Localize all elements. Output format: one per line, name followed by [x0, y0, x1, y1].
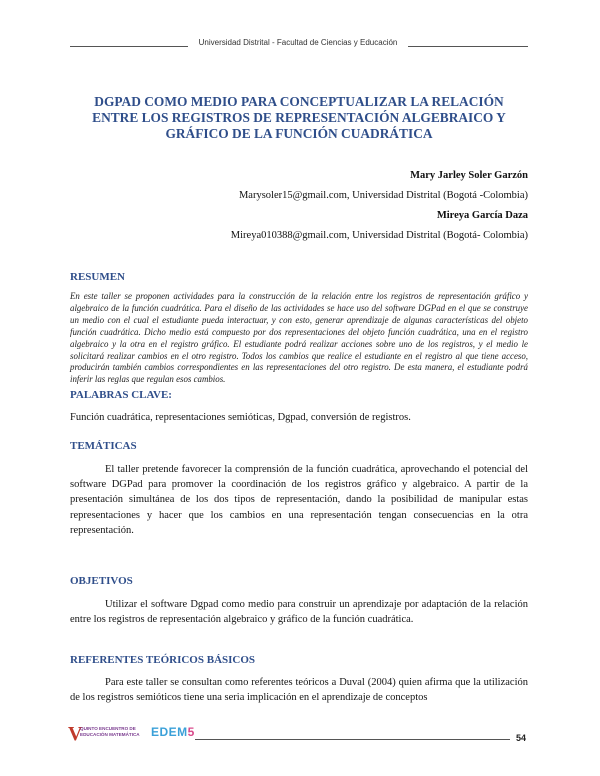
page-number: 54	[516, 733, 527, 743]
paper-title: DGPAD COMO MEDIO PARA CONCEPTUALIZAR LA RELACIÓN ENTRE LOS REGISTROS DE REPRESENTACIÓN ALGEBRAICO Y GRÁFICO DE LA FUNCIÓN CUADRÁTICA	[92, 94, 506, 141]
conference-logo-brand	[151, 725, 195, 739]
logo-brand-number: 5	[187, 725, 195, 739]
header-rule-right	[408, 46, 528, 47]
author-affiliation-2: Mireya010388@gmail.com, Universidad Distrital (Bogotá- Colombia)	[230, 230, 528, 241]
heading-referentes: REFERENTES TEÓRICOS BÁSICOS	[70, 654, 256, 666]
author-name-1: Mary Jarley Soler Garzón	[410, 170, 528, 181]
footer-rule	[195, 739, 510, 740]
author-affiliation-1: Marysoler15@gmail.com, Universidad Distrital (Bogotá -Colombia)	[238, 190, 528, 201]
author-name-2: Mireya García Daza	[436, 210, 528, 221]
keywords-body: Función cuadrática, representaciones semióticas, Dgpad, conversión de registros.	[70, 412, 411, 423]
objetivos-body: Utilizar el software Dgpad como medio para construir un aprendizaje por adaptación de la relación entre los registros de representación algebraico y gráfico de la función cuadrática.	[70, 599, 528, 626]
heading-tematicas: TEMÁTICAS	[70, 440, 137, 452]
tematicas-body: El taller pretende favorecer la comprensión de la función cuadrática, aprovechando el potencial del software DGPad para promover la coordinación de los registros gráfico y algebraico. A partir de la presentación simultánea de los dos tipos de representación, dando la posibilidad de manipular estas representaciones y hacer que los cambios en una representación tengan consecuencias en la otra representación.	[70, 464, 528, 536]
header-rule-left	[70, 46, 188, 47]
conference-logo-letter: V	[68, 723, 83, 745]
heading-resumen: RESUMEN	[70, 271, 126, 283]
conference-logo-text: QUINTO ENCUENTRO DE EDUCACIÓN MATEMÁTICA	[80, 726, 140, 737]
heading-objetivos: OBJETIVOS	[70, 575, 133, 587]
abstract-body: En este taller se proponen actividades para la construcción de la relación entre los registros de representación gráfico y algebraico de la función cuadrática. Para el diseño de las actividades se hace uso del software DGPad en el que se construye un medio con el cual el estudiante pueda interactuar, y con esto, generar aprendizaje de algunas características del objeto función cuadrática. Dicho medio está compuesto por dos representaciones del objeto función cuadrática, una en el registro algebraico y la otra en el registro gráfico. El estudiante podrá realizar acciones sobre uno de los registros, y el medio le solicitará realizar cambios en el otro registro. Todos los cambios que realice el estudiante en el registro al que tiene acceso, producirán también cambios correspondientes en las representaciones del otro registro. De esta manera, el estudiante podrá inferir las reglas que regulan esos cambios.	[70, 291, 528, 385]
running-header: Universidad Distrital - Facultad de Ciencias y Educación	[198, 38, 398, 47]
heading-keywords: PALABRAS CLAVE:	[70, 389, 172, 401]
referentes-body: Para este taller se consultan como referentes teóricos a Duval (2004) quien afirma que la utilización de los registros semióticos tiene una seria implicación en el aprendizaje de conceptos	[70, 677, 528, 704]
logo-brand-word: EDEM	[151, 725, 188, 739]
